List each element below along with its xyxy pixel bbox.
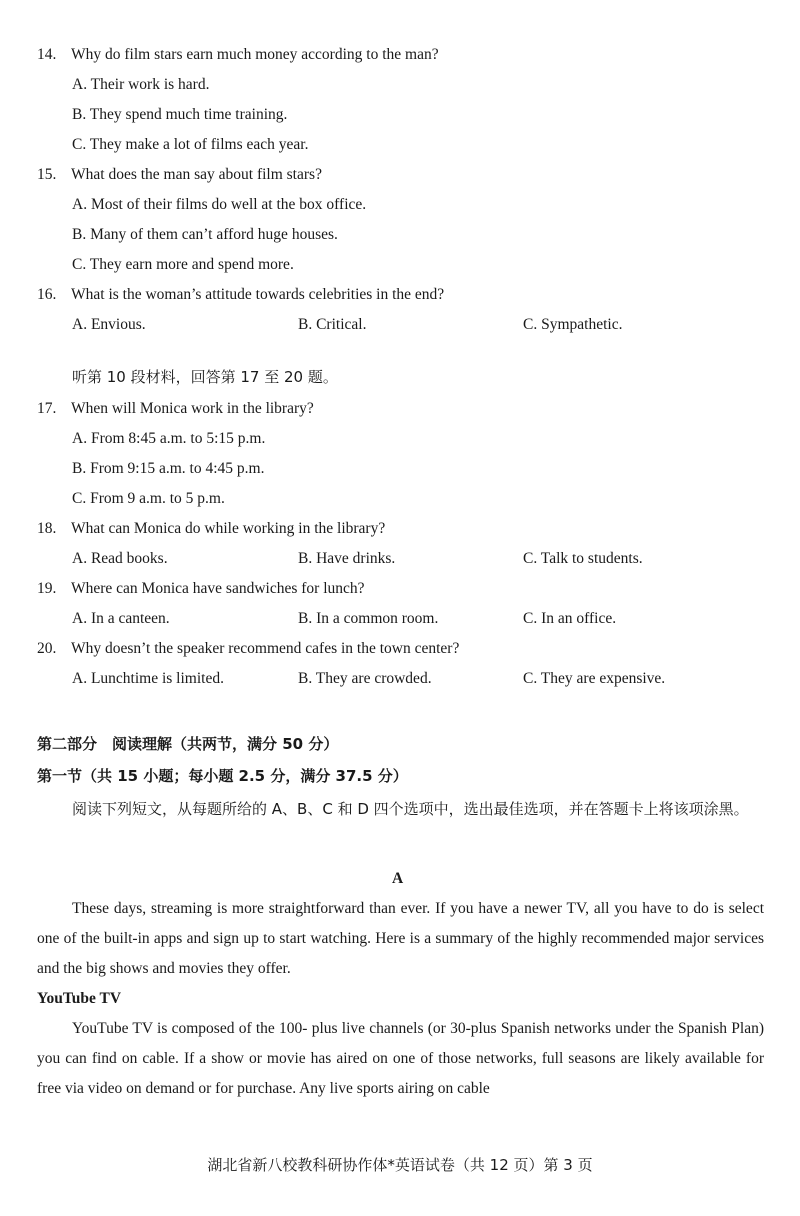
question-16 bbox=[37, 280, 444, 310]
question-number: 18. bbox=[37, 520, 57, 537]
question-number: 14. bbox=[37, 46, 57, 63]
question-text: Why do film stars earn much money according to the man? bbox=[71, 46, 439, 63]
question-text: What is the woman’s attitude towards celebrities in the end? bbox=[71, 286, 445, 303]
question-14 bbox=[37, 40, 439, 70]
option-15a: A. Most of their films do well at the box office. bbox=[72, 196, 367, 213]
option-20b: B. They are crowded. bbox=[298, 670, 432, 687]
question-15 bbox=[37, 160, 322, 190]
option-20c: C. They are expensive. bbox=[523, 670, 666, 687]
question-text: Why doesn’t the speaker recommend cafes in the town center? bbox=[71, 640, 460, 657]
question-17 bbox=[37, 394, 314, 424]
page-footer: 湖北省新八校教科研协作体*英语试卷（共 12 页）第 3 页 bbox=[207, 1156, 593, 1174]
option-20a: A. Lunchtime is limited. bbox=[72, 670, 224, 687]
option-18a: A. Read books. bbox=[72, 550, 168, 567]
passage-intro: These days, streaming is more straightforward than ever. If you have a newer TV, all you have to do is select one of the built-in apps and sign up to start watching. Here is a summary of the highly recommended major services and the big shows and movies they offer. bbox=[37, 900, 764, 977]
listening-instruction: 听第 10 段材料，回答第 17 至 20 题。 bbox=[72, 368, 338, 386]
question-text: Where can Monica have sandwiches for lunch? bbox=[71, 580, 365, 597]
option-16a: A. Envious. bbox=[72, 316, 146, 333]
option-15b: B. Many of them can’t afford huge houses. bbox=[72, 226, 338, 243]
question-18 bbox=[37, 514, 385, 544]
question-text: What can Monica do while working in the library? bbox=[71, 520, 386, 537]
question-number: 15. bbox=[37, 166, 57, 183]
part-two-title: 第二部分 阅读理解（共两节，满分 50 分） bbox=[37, 735, 339, 753]
question-number: 19. bbox=[37, 580, 57, 597]
passage-label: A bbox=[392, 870, 404, 887]
option-16c: C. Sympathetic. bbox=[523, 316, 623, 333]
question-number: 17. bbox=[37, 400, 57, 417]
option-17b: B. From 9:15 a.m. to 4:45 p.m. bbox=[72, 460, 265, 477]
question-19 bbox=[37, 574, 365, 604]
reading-instruction: 阅读下列短文，从每题所给的 A、B、C 和 D 四个选项中，选出最佳选项，并在答题卡上将该项涂黑。 bbox=[72, 800, 749, 818]
option-19b: B. In a common room. bbox=[298, 610, 439, 627]
question-20 bbox=[37, 634, 459, 664]
option-19c: C. In an office. bbox=[523, 610, 617, 627]
option-17a: A. From 8:45 a.m. to 5:15 p.m. bbox=[72, 430, 266, 447]
option-18c: C. Talk to students. bbox=[523, 550, 643, 567]
option-18b: B. Have drinks. bbox=[298, 550, 396, 567]
option-17c: C. From 9 a.m. to 5 p.m. bbox=[72, 490, 225, 507]
question-text: When will Monica work in the library? bbox=[71, 400, 314, 417]
option-14a: A. Their work is hard. bbox=[72, 76, 210, 93]
passage-body: YouTube TV is composed of the 100- plus live channels (or 30-plus Spanish networks under the Spanish Plan) you can find on cable. If a show or movie has aired on one of those networks, full seasons are likely available for free via video on demand or for purchase. Any live sports airing on cable bbox=[37, 1020, 764, 1097]
option-19a: A. In a canteen. bbox=[72, 610, 170, 627]
section-one-title: 第一节（共 15 小题；每小题 2.5 分，满分 37.5 分） bbox=[37, 767, 408, 785]
question-number: 20. bbox=[37, 640, 57, 657]
option-14b: B. They spend much time training. bbox=[72, 106, 288, 123]
option-16b: B. Critical. bbox=[298, 316, 367, 333]
question-text: What does the man say about film stars? bbox=[71, 166, 322, 183]
question-number: 16. bbox=[37, 286, 57, 303]
option-15c: C. They earn more and spend more. bbox=[72, 256, 294, 273]
option-14c: C. They make a lot of films each year. bbox=[72, 136, 309, 153]
passage-subheading: YouTube TV bbox=[37, 990, 122, 1007]
